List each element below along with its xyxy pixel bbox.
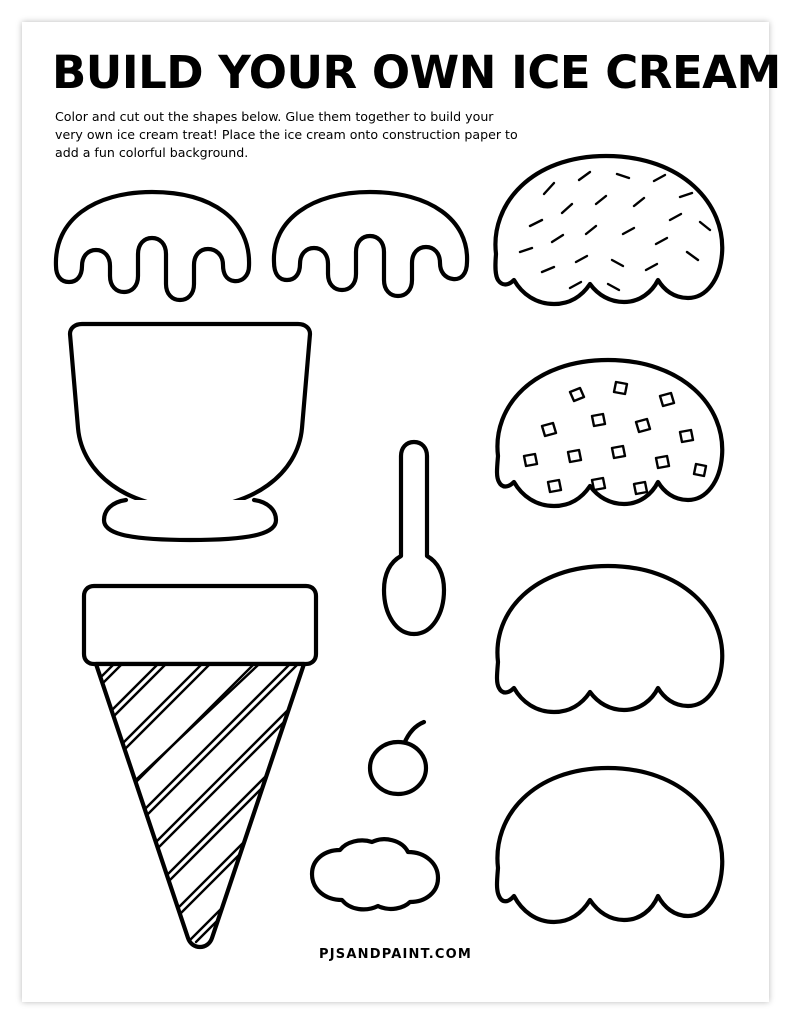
- spoon[interactable]: [378, 426, 450, 670]
- worksheet-page: [22, 22, 781, 1002]
- whipped-cream[interactable]: [290, 832, 458, 924]
- cherry[interactable]: [352, 712, 448, 808]
- plain-scoop-upper[interactable]: [484, 546, 740, 732]
- page-title: BUILD YOUR OWN ICE CREAM: [52, 46, 781, 99]
- drip-topping-left[interactable]: [46, 180, 261, 315]
- plain-scoop-lower[interactable]: [484, 748, 740, 944]
- bowl[interactable]: [40, 310, 340, 550]
- sprinkle-scoop[interactable]: [484, 134, 740, 324]
- instructions-text: Color and cut out the shapes below. Glue them together to build your very own ice cream treat! Place the ice cream onto construction paper to add a fun colorful background.: [55, 109, 518, 160]
- drip-topping-right[interactable]: [264, 180, 479, 315]
- site-credit: PJSANDPAINT.COM: [319, 947, 472, 962]
- chocolate-chip-scoop[interactable]: [484, 340, 740, 532]
